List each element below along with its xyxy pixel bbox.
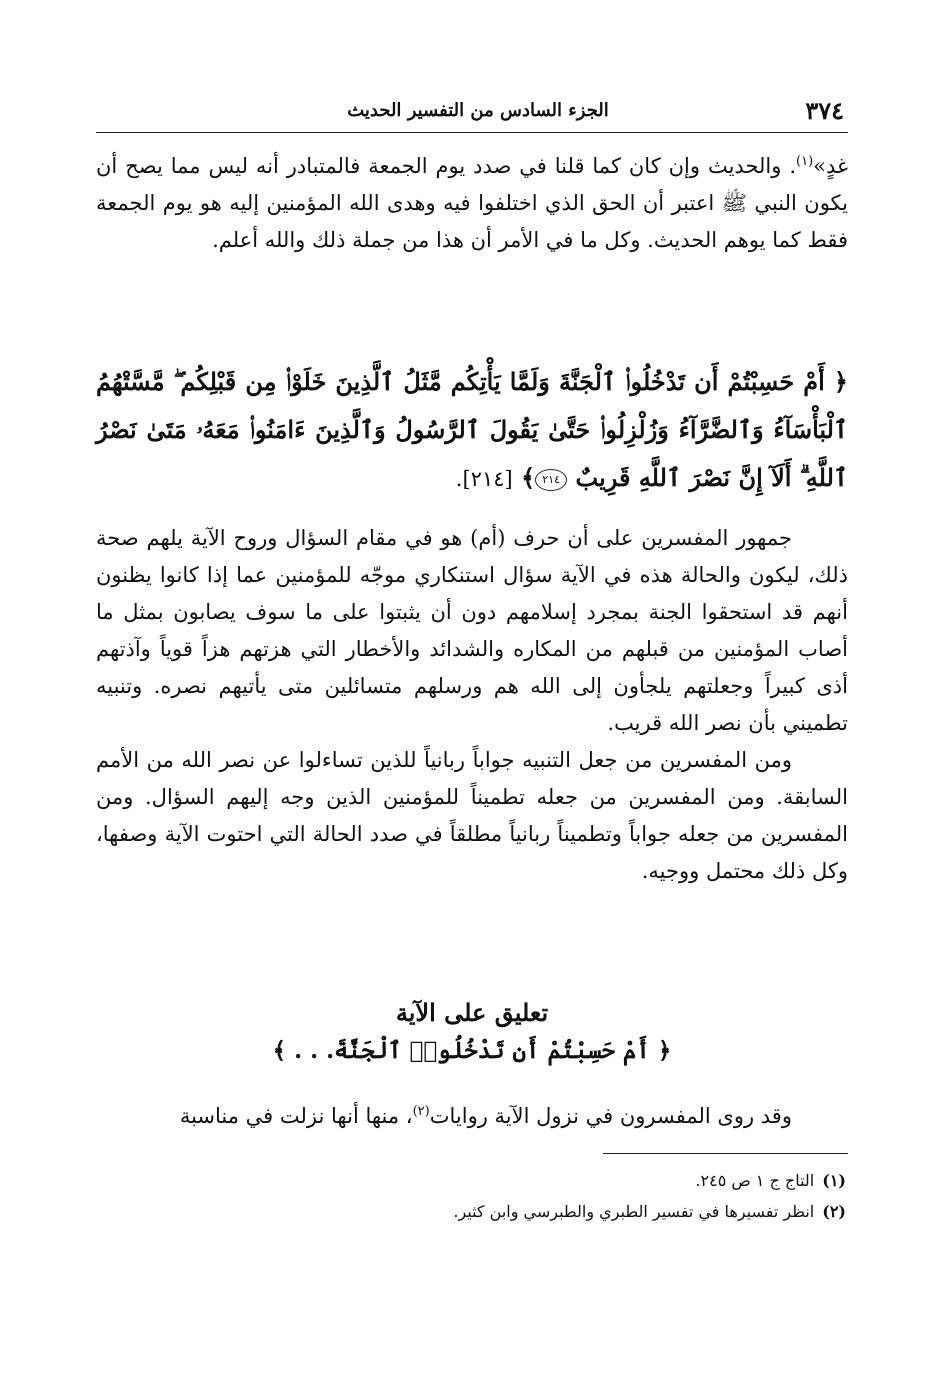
footnote-1: [106, 1165, 846, 1196]
footnote-ref-1[interactable]: (١): [796, 154, 814, 169]
footnote-2-text: انظر تفسيرها في تفسير الطبري والطبرسي وابن كثير.: [453, 1202, 815, 1221]
running-title: الجزء السادس من التفسير الحديث: [347, 100, 609, 121]
footnote-2-number: (٢): [822, 1202, 846, 1221]
verse-close: ﴾: [521, 463, 536, 492]
section-title: تعليق على الآية: [395, 998, 549, 1027]
footnote-2: [106, 1196, 846, 1227]
paragraph-4-rest: ، منها أنها نزلت في مناسبة: [179, 1104, 413, 1128]
quran-verse: [96, 358, 848, 503]
section-verse: ﴿ أَمْ حَسِبْتُمْ أَن تَدْخُلُوا۟ ٱلْجَنَّةَ. . . ﴾: [272, 1037, 672, 1064]
paragraph-2: جمهور المفسرين على أن حرف (أم) هو في مقام السؤال وروح الآية يلهم صحة ذلك، ليكون والحالة هذه في الآية سؤال استنكاري موجّه للمؤمنين عما إذا كانوا يظنون أنهم قد استحقوا الجنة بمجرد إسلامهم دون أن يثبتوا على ما سوف يصابون بمثل ما أصاب المؤمنين من قبلهم من المكاره والشدائد والأخطار التي هزتهم هزاً قوياً وآذتهم أذى كبيراً وجعلتهم يلجأون إلى الله هم ورسلهم متسائلين متى يأتيهم نصره. وتنبيه تطميني بأن نصر الله قريب.: [96, 526, 848, 735]
paragraph-1: [96, 148, 848, 259]
paragraph-4: [96, 1098, 848, 1135]
footnote-1-number: (١): [822, 1171, 846, 1190]
verse-text: ﴿ أَمْ حَسِبْتُمْ أَن تَدْخُلُوا۟ ٱلْجَنَّةَ وَلَمَّا يَأْتِكُم مَّثَلُ ٱلَّذِينَ خَلَوْا۟ مِن قَبْلِكُم ۖ مَّسَّتْهُمُ ٱلْبَأْسَآءُ وَٱلضَّرَّآءُ وَزُلْزِلُوا۟ حَتَّىٰ يَقُولَ ٱلرَّسُولُ وَٱلَّذِينَ ءَامَنُوا۟ مَعَهُۥ مَتَىٰ نَصْرُ ٱللَّهِ ۗ أَلَآ إِنَّ نَصْرَ ٱللَّهِ قَرِيبٌ: [96, 367, 848, 492]
paragraph-1-start: غدٍ»: [813, 154, 848, 178]
page-number: ٣٧٤: [805, 96, 844, 125]
paragraph-1-rest: . والحديث وإن كان كما قلنا في صدد يوم الجمعة فالمتبادر أنه ليس مما يصح أن يكون النبي ﷺ اعتبر أن الحق الذي اختلفوا فيه وهدى الله المؤمنين إليه هو يوم الجمعة فقط كما يوهم الحديث. وكل ما في الأمر أن هذا من جملة ذلك والله أعلم.: [96, 154, 848, 252]
paragraph-2-block: [96, 520, 848, 890]
footnote-1-text: التاج ج ١ ص ٢٤٥.: [695, 1171, 815, 1190]
paragraph-4-start: وقد روى المفسرون في نزول الآية روايات: [429, 1104, 792, 1128]
paragraph-3: ومن المفسرين من جعل التنبيه جواباً ربانياً للذين تساءلوا عن نصر الله من الأمم السابقة. ومن المفسرين من جعله تطميناً للمؤمنين الذين وجه إليهم السؤال. ومن المفسرين من جعله جواباً وتطميناً ربانياً مطلقاً في صدد الحالة التي احتوت الآية وصفها، وكل ذلك محتمل ووجيه.: [96, 748, 848, 883]
verse-reference: [٢١٤].: [455, 467, 513, 491]
footnotes: [106, 1165, 846, 1227]
ayah-number-icon: ٢١٤: [535, 469, 567, 491]
footnote-divider: [603, 1153, 848, 1154]
page-header: [96, 92, 848, 133]
footnote-ref-2[interactable]: (٢): [412, 1104, 430, 1119]
